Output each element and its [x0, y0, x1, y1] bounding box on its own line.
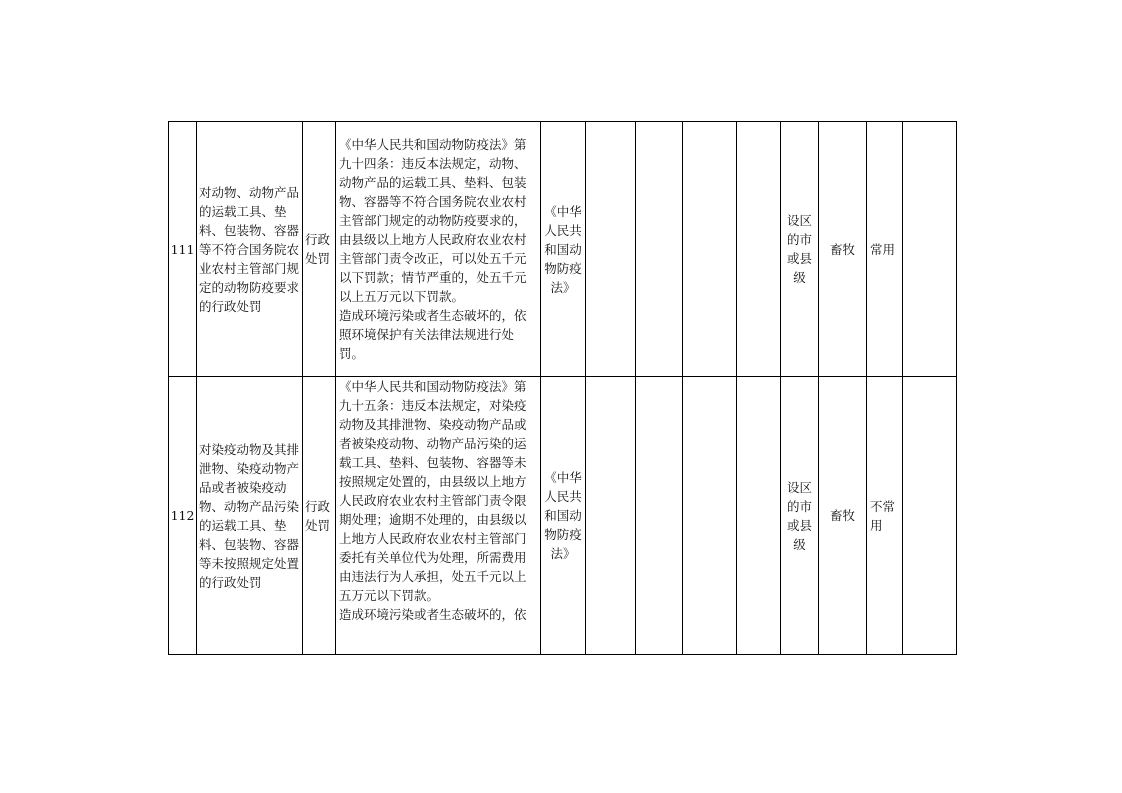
empty-cell	[903, 377, 957, 655]
row-number: 111	[169, 122, 197, 377]
empty-cell	[586, 122, 636, 377]
category: 行政处罚	[303, 377, 336, 655]
empty-cell	[636, 377, 683, 655]
legal-basis: 《中华人民共和国动物防疫法》第九十五条：违反本法规定，对染疫动物及其排泄物、染疫动物产品或者被染疫动物、动物产品污染的运载工具、垫料、包装物、容器等未按照规定处置的，由县级以上地方人民政府农业农村主管部门责令限期处理；逾期不处理的，由县级以上地方人民政府农业农村主管部门委托有关单位代为处理，所需费用由违法行为人承担，处五千元以上五万元以下罚款。 造成环境污染或者生态破坏的，依	[336, 377, 541, 655]
enforcement-level: 设区的市或县级	[781, 377, 819, 655]
document-table	[168, 121, 957, 655]
enforcement-level: 设区的市或县级	[781, 122, 819, 377]
empty-cell	[903, 122, 957, 377]
table-row	[169, 122, 957, 377]
legal-basis: 《中华人民共和国动物防疫法》第九十四条：违反本法规定，动物、动物产品的运载工具、垫料、包装物、容器等不符合国务院农业农村主管部门规定的动物防疫要求的，由县级以上地方人民政府农业农村主管部门责令改正，可以处五千元以下罚款；情节严重的，处五千元以上五万元以下罚款。 造成环境污染或者生态破坏的，依照环境保护有关法律法规进行处罚。	[336, 122, 541, 377]
item-name: 对动物、动物产品的运载工具、垫料、包装物、容器等不符合国务院农业农村主管部门规定的动物防疫要求的行政处罚	[197, 122, 303, 377]
category: 行政处罚	[303, 122, 336, 377]
empty-cell	[586, 377, 636, 655]
law-name: 《中华人民共和国动物防疫法》	[541, 377, 586, 655]
department: 畜牧	[819, 122, 867, 377]
empty-cell	[737, 377, 781, 655]
empty-cell	[636, 122, 683, 377]
table-row	[169, 377, 957, 655]
empty-cell	[683, 122, 737, 377]
row-number: 112	[169, 377, 197, 655]
usage-frequency: 常用	[867, 122, 903, 377]
usage-frequency: 不常用	[867, 377, 903, 655]
item-name: 对染疫动物及其排泄物、染疫动物产品或者被染疫动物、动物产品污染的运载工具、垫料、包装物、容器等未按照规定处置的行政处罚	[197, 377, 303, 655]
department: 畜牧	[819, 377, 867, 655]
empty-cell	[683, 377, 737, 655]
empty-cell	[737, 122, 781, 377]
law-name: 《中华人民共和国动物防疫法》	[541, 122, 586, 377]
